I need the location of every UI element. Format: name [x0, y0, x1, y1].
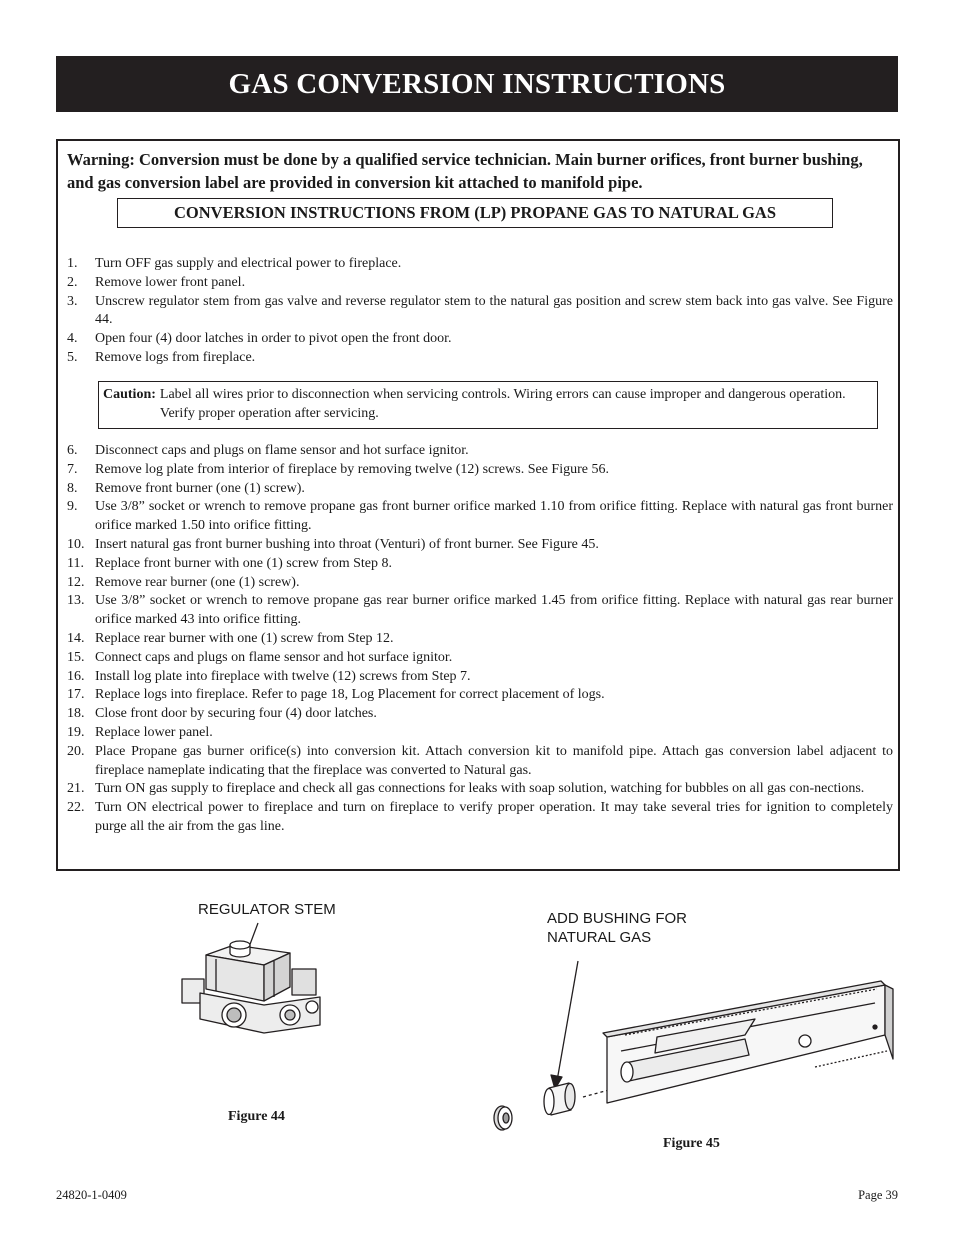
- figure45-caption: Figure 45: [663, 1136, 720, 1151]
- page-number: Page 39: [858, 1188, 898, 1202]
- step-item: 10. Insert natural gas front burner bushing into throat (Venturi) of front burner. See Figure 45.: [67, 536, 599, 552]
- step-item: 15. Connect caps and plugs on flame sensor and hot surface ignitor.: [67, 649, 453, 665]
- step-item: 5. Remove logs from fireplace.: [67, 349, 256, 365]
- step-item: 11. Replace front burner with one (1) screw from Step 8.: [67, 555, 393, 571]
- burner-bushing-illustration-icon: [485, 955, 905, 1135]
- step-item: 7. Remove log plate from interior of fireplace by removing twelve (12) screws. See Figure 56.: [67, 461, 609, 477]
- step-item: 2. Remove lower front panel.: [67, 274, 246, 290]
- instructions-box: [56, 139, 900, 871]
- step-item: 4. Open four (4) door latches in order to pivot open the front door.: [67, 331, 452, 347]
- step-item: 21. Turn ON gas supply to fireplace and check all gas connections for leaks with soap solution, watching for bubbles on all gas con-nections.: [67, 781, 865, 797]
- bushing-callout-line2: NATURAL GAS: [547, 929, 652, 946]
- step-item: 1. Turn OFF gas supply and electrical power to fireplace.: [67, 256, 402, 271]
- step-item: 19. Replace lower panel.: [67, 724, 213, 740]
- document-number: 24820-1-0409: [56, 1188, 127, 1202]
- figure44-caption: Figure 44: [228, 1109, 285, 1124]
- step-item: 9. Use 3/8” socket or wrench to remove propane gas front burner orifice marked 1.10 from orifice fitting. Replace with natural gas front burner orifice marked 1.50 into orifice fitting.: [67, 499, 893, 534]
- bushing-callout-line1: ADD BUSHING FOR: [547, 910, 688, 927]
- steps-list-part2: [67, 442, 893, 837]
- page-title: GAS CONVERSION INSTRUCTIONS: [56, 56, 898, 112]
- gas-valve-illustration-icon: [170, 915, 350, 1035]
- step-item: 6. Disconnect caps and plugs on flame sensor and hot surface ignitor.: [67, 443, 469, 458]
- step-item: 20. Place Propane gas burner orifice(s) into conversion kit. Attach conversion kit to manifold pipe. Attach gas conversion label adjacent to fireplace nameplate indicating that the fireplace was converted to Natural gas.: [67, 743, 893, 778]
- regulator-stem-callout: REGULATOR STEM: [198, 901, 336, 918]
- caution-box: [98, 381, 878, 429]
- conversion-subheading: CONVERSION INSTRUCTIONS FROM (LP) PROPANE GAS TO NATURAL GAS: [117, 198, 833, 228]
- step-item: 3. Unscrew regulator stem from gas valve and reverse regulator stem to the natural gas position and screw stem back into gas valve. See Figure 44.: [67, 293, 893, 328]
- step-item: 22. Turn ON electrical power to fireplace and turn on fireplace to verify proper operation. It may take several tries for ignition to completely purge all the air from the gas line.: [67, 800, 893, 834]
- step-item: 16. Install log plate into fireplace with twelve (12) screws from Step 7.: [67, 668, 471, 684]
- warning-text: Warning: Conversion must be done by a qualified service technician. Main burner orifices, front burner bushing, and gas conversion label are provided in conversion kit attached to manifold pipe.: [67, 150, 863, 192]
- step-item: 8. Remove front burner (one (1) screw).: [67, 480, 305, 496]
- caution-label: Caution:: [103, 387, 156, 402]
- caution-text: Label all wires prior to disconnection when servicing controls. Wiring errors can cause improper and dangerous operation. Verify proper operation after servicing.: [159, 387, 846, 421]
- step-item: 12. Remove rear burner (one (1) screw).: [67, 574, 300, 590]
- step-item: 18. Close front door by securing four (4) door latches.: [67, 706, 377, 722]
- step-item: 13. Use 3/8” socket or wrench to remove propane gas rear burner orifice marked 1.45 from orifice fitting. Replace with natural gas rear burner orifice marked 43 into orifice fitting.: [67, 593, 893, 628]
- step-item: 14. Replace rear burner with one (1) screw from Step 12.: [67, 630, 394, 646]
- step-item: 17. Replace logs into fireplace. Refer to page 18, Log Placement for correct placement of logs.: [67, 687, 605, 703]
- steps-list-part1: [67, 255, 893, 368]
